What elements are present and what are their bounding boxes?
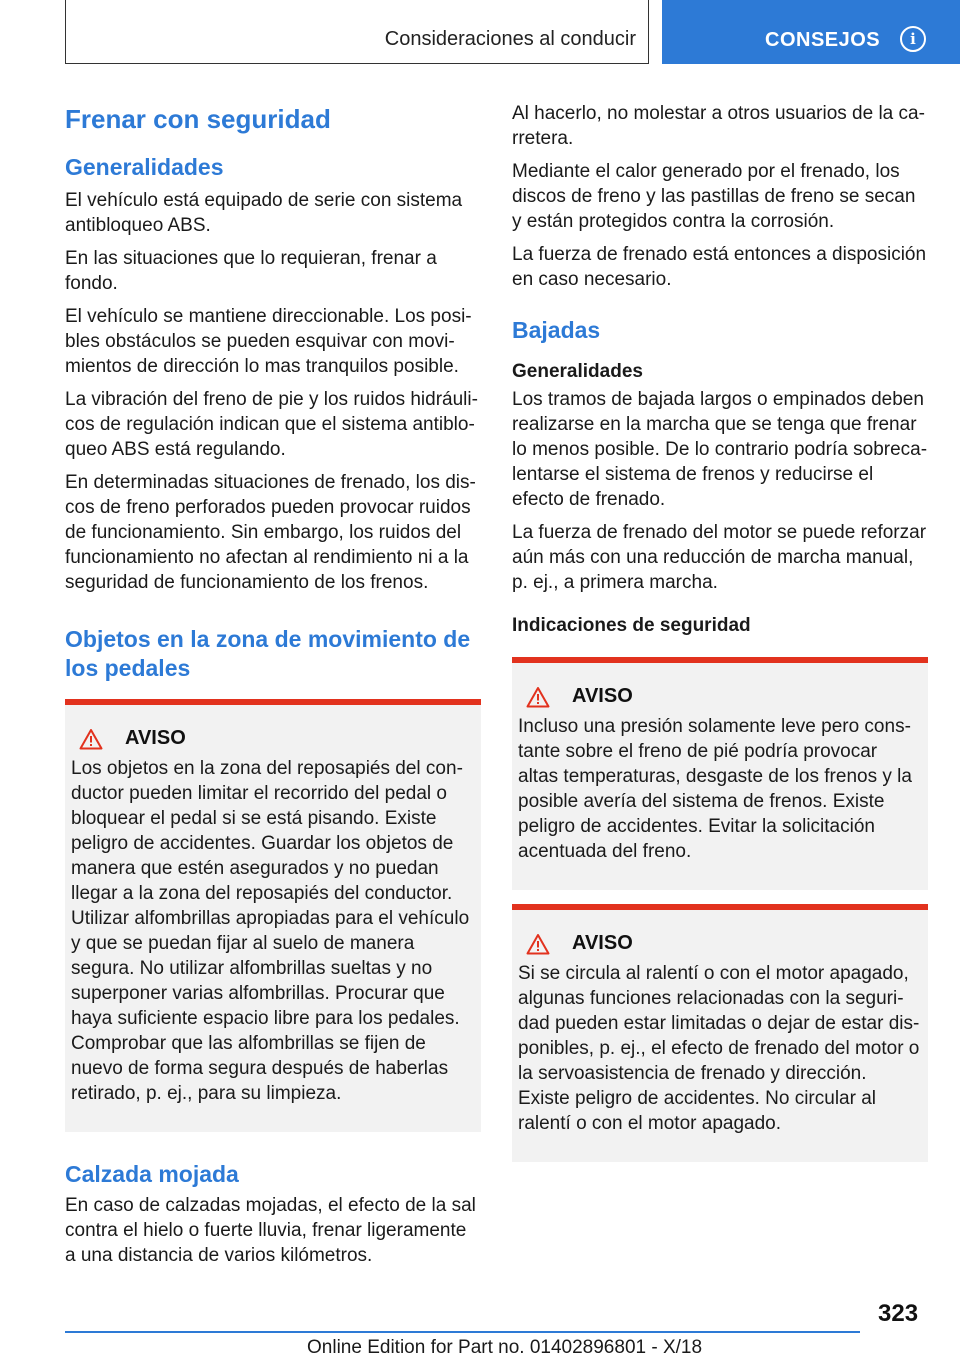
paragraph: Mediante el calor generado por el frenado, los discos de freno y las pastillas de freno se secan y están protegidos contra la corrosión. — [512, 161, 916, 232]
subheading-indicaciones-seguridad: Indicaciones de seguridad — [512, 615, 751, 636]
warning-text: Los objetos en la zona del reposapiés del conductor pueden limitar el recorrido del pedal o bloquear el pedal si se está pisando. Existe peligro de accidentes. Guardar los objetos de manera que estén asegurados y no puedan llegar a la zona del reposapiés del conductor. Utilizar alfombrillas apropiadas para el vehículo y que se puedan fijar al suelo de manera segura. No utilizar alfombrillas sueltas y no superponer varias alfombrillas. Procurar que haya suficiente espacio libre para los pedales. Comprobar que las alfombrillas se fijen de nuevo de forma segura después de haberlas retirado, p. ej., para su limpieza. — [71, 758, 470, 1104]
left-column — [65, 103, 481, 1268]
paragraph: Al hacerlo, no molestar a otros usuarios de la carretera. — [512, 103, 925, 149]
warning-triangle-icon — [526, 933, 550, 955]
warning-title: AVISO — [572, 932, 633, 954]
paragraph: En las situaciones que lo requieran, frenar a fondo. — [65, 248, 437, 294]
paragraph: La vibración del freno de pie y los ruidos hidráulicos de regulación indican que el sistema antibloqueo ABS está regulando. — [65, 389, 478, 460]
warning-box — [512, 657, 928, 890]
heading-objetos-pedales: Objetos en la zona de movimiento de los pedales — [65, 626, 471, 681]
warning-triangle-icon — [79, 728, 103, 750]
warning-text: Si se circula al ralentí o con el motor apagado, algunas funciones relacionadas con la seguridad pueden estar limitadas o dejar de estar disponibles, p. ej., el efecto de frenado del motor o la servoasistencia de frenado y dirección. Existe peligro de accidentes. No circular al ralentí o con el motor apagado. — [518, 963, 920, 1134]
paragraph: La fuerza de frenado está entonces a disposición en caso necesario. — [512, 244, 927, 290]
heading-bajadas: Bajadas — [512, 317, 601, 343]
paragraph: Los tramos de bajada largos o empinados deben realizarse en la marcha que se tenga que frenar lo menos posible. De lo contrario podría sobrecalentarse el sistema de frenos y reducirse el efecto de frenado. — [512, 389, 928, 510]
footer-divider — [65, 1331, 860, 1333]
warning-triangle-icon — [526, 686, 550, 708]
subheading-generalidades: Generalidades — [512, 361, 643, 382]
warning-title: AVISO — [572, 685, 633, 707]
paragraph: En caso de calzadas mojadas, el efecto de la sal contra el hielo o fuerte lluvia, frenar ligeramente a una distancia de varios kilómetros. — [65, 1195, 476, 1266]
header-tab-consejos[interactable] — [662, 0, 960, 64]
page-number: 323 — [878, 1300, 919, 1327]
warning-text: Incluso una presión solamente leve pero constante sobre el freno de pié podría provocar altas temperaturas, desgaste de los frenos y la posible avería del sistema de frenos. Existe peligro de accidentes. Evitar la solicitación acentuada del freno. — [518, 716, 912, 862]
paragraph: En determinadas situaciones de frenado, los discos de freno perforados pueden provocar ruidos de funcionamiento. Sin embargo, los ruidos del funcionamiento no afectan al rendimiento ni a la seguridad de funcionamiento de los frenos. — [65, 472, 476, 593]
heading-generalidades: Generalidades — [65, 154, 224, 180]
page-title: Frenar con seguridad — [65, 104, 331, 134]
right-column — [512, 101, 928, 1162]
paragraph: La fuerza de frenado del motor se puede reforzar aún más con una reducción de marcha manual, p. ej., a primera marcha. — [512, 522, 927, 593]
header-tab-label: CONSEJOS — [765, 29, 881, 51]
warning-box — [512, 904, 928, 1162]
header-section-box — [65, 0, 649, 64]
warning-title: AVISO — [125, 727, 186, 749]
header-section-title: Consideraciones al conducir — [384, 28, 636, 50]
footer-edition: Online Edition for Part no. 01402896801 - X/18 — [307, 1337, 703, 1358]
info-icon: i — [900, 26, 926, 52]
paragraph: El vehículo está equipado de serie con sistema antibloqueo ABS. — [65, 190, 463, 236]
warning-box — [65, 699, 481, 1132]
heading-calzada-mojada: Calzada mojada — [65, 1161, 239, 1187]
paragraph: El vehículo se mantiene direccionable. Los posibles obstáculos se pueden esquivar con movimientos de dirección lo mas tranquilos posible. — [65, 306, 472, 377]
